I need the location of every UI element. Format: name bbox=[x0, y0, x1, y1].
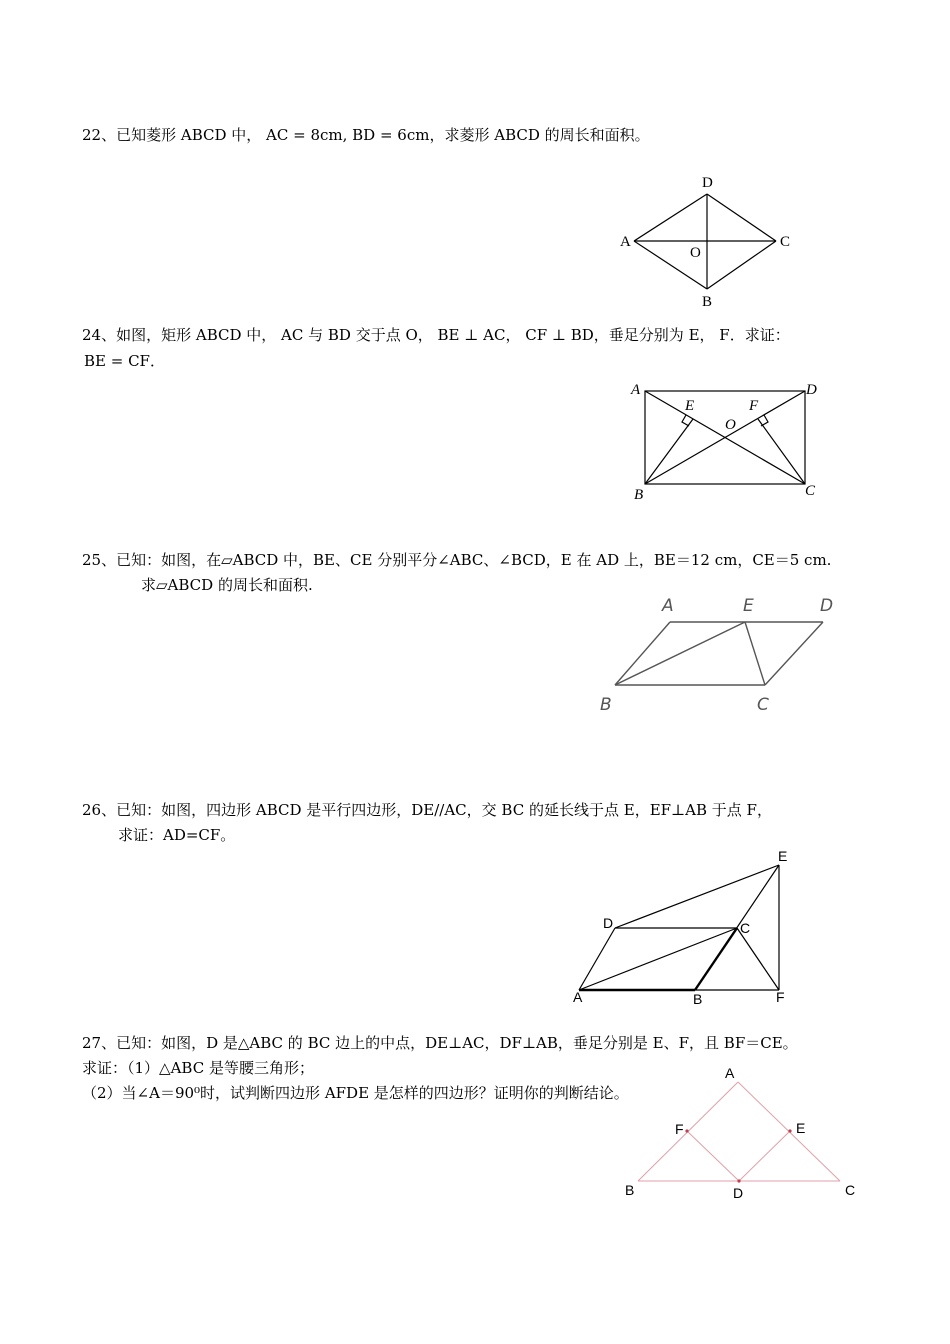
problem-24-line-2: BE = CF． bbox=[84, 352, 165, 370]
fig25-label-e: E bbox=[743, 596, 754, 616]
fig25-label-d: D bbox=[820, 596, 834, 616]
figure-26-parallelogram bbox=[565, 845, 805, 1010]
fig22-label-b: B bbox=[702, 294, 713, 310]
fig26-segment-cf bbox=[737, 928, 779, 990]
fig24-label-a: A bbox=[631, 382, 641, 398]
figure-25-parallelogram bbox=[595, 590, 845, 720]
fig26-segment-de bbox=[615, 865, 779, 928]
problem-24-line-1: 24、如图，矩形 ABCD 中， AC 与 BD 交于点 O， BE ⊥ AC， CF ⊥ BD，垂足分别为 E， F．求证： bbox=[82, 326, 790, 344]
fig25-segment-ce bbox=[745, 622, 765, 685]
fig26-side-da bbox=[579, 928, 615, 990]
fig27-segment-df bbox=[687, 1131, 739, 1181]
fig25-label-b: B bbox=[600, 695, 612, 715]
problem-25-line-1: 25、已知：如图，在▱ABCD 中，BE、CE 分别平分∠ABC、∠BCD，E 在 AD 上，BE＝12 cm，CE＝5 cm. bbox=[82, 551, 832, 569]
fig22-side-dc bbox=[707, 194, 776, 241]
fig22-label-a: A bbox=[620, 234, 631, 250]
problem-22-line-1: 22、已知菱形 ABCD 中， AC = 8cm, BD = 6cm，求菱形 ABCD 的周长和面积。 bbox=[82, 126, 650, 144]
fig24-label-e: E bbox=[685, 398, 695, 414]
fig24-label-d: D bbox=[806, 382, 817, 398]
fig24-label-c: C bbox=[805, 483, 816, 499]
fig27-segment-de bbox=[739, 1131, 790, 1181]
problem-26-line-1: 26、已知：如图，四边形 ABCD 是平行四边形，DE//AC，交 BC 的延长线于点 E，EF⊥AB 于点 F， bbox=[82, 801, 772, 819]
fig27-point-f bbox=[685, 1129, 688, 1132]
problem-27-line-2: 求证：（1）△ABC 是等腰三角形； bbox=[82, 1059, 314, 1077]
fig24-label-f: F bbox=[749, 398, 759, 414]
problem-26-line-2: 求证：AD=CF。 bbox=[118, 826, 236, 844]
fig27-label-d: D bbox=[733, 1185, 744, 1201]
fig22-label-c: C bbox=[780, 234, 791, 250]
figure-24-rectangle bbox=[625, 375, 830, 505]
fig25-segment-be bbox=[615, 622, 745, 685]
figure-27-triangle bbox=[615, 1060, 870, 1205]
fig27-point-e bbox=[788, 1129, 791, 1132]
problem-27-line-1: 27、已知：如图，D 是△ABC 的 BC 边上的中点，DE⊥AC，DF⊥AB，垂足分别是 E、F，且 BF＝CE。 bbox=[82, 1034, 798, 1052]
fig26-side-bc bbox=[695, 928, 737, 990]
fig26-label-f: F bbox=[776, 989, 785, 1005]
fig26-diagonal-ac bbox=[579, 928, 737, 990]
fig24-label-o: O bbox=[725, 417, 736, 433]
fig25-label-c: C bbox=[757, 695, 769, 715]
fig25-label-a: A bbox=[662, 596, 674, 616]
problem-27-line-3: （2）当∠A＝90⁰时，试判断四边形 AFDE 是怎样的四边形？证明你的判断结论。 bbox=[82, 1084, 629, 1102]
fig25-side-dc bbox=[765, 622, 823, 685]
fig22-label-d: D bbox=[702, 175, 713, 191]
fig27-label-c: C bbox=[845, 1182, 856, 1198]
fig27-label-a: A bbox=[725, 1065, 735, 1081]
fig24-segment-be bbox=[645, 419, 693, 484]
figure-22-rhombus bbox=[610, 170, 810, 315]
fig27-label-e: E bbox=[796, 1120, 806, 1136]
fig26-label-c: C bbox=[740, 920, 751, 936]
fig26-label-d: D bbox=[603, 915, 614, 931]
fig24-label-b: B bbox=[634, 487, 644, 503]
fig26-label-b: B bbox=[693, 991, 703, 1007]
fig24-segment-cf bbox=[758, 419, 805, 484]
fig22-side-ad bbox=[634, 194, 707, 241]
fig27-point-d bbox=[737, 1179, 740, 1182]
fig27-label-f: F bbox=[675, 1121, 684, 1137]
fig27-label-b: B bbox=[625, 1182, 635, 1198]
problem-25-line-2: 求▱ABCD 的周长和面积. bbox=[141, 576, 313, 594]
fig25-side-ba bbox=[615, 622, 670, 685]
fig22-side-cb bbox=[707, 241, 776, 289]
fig26-label-e: E bbox=[778, 848, 788, 864]
fig26-label-a: A bbox=[573, 989, 583, 1005]
fig22-label-o: O bbox=[690, 245, 701, 261]
